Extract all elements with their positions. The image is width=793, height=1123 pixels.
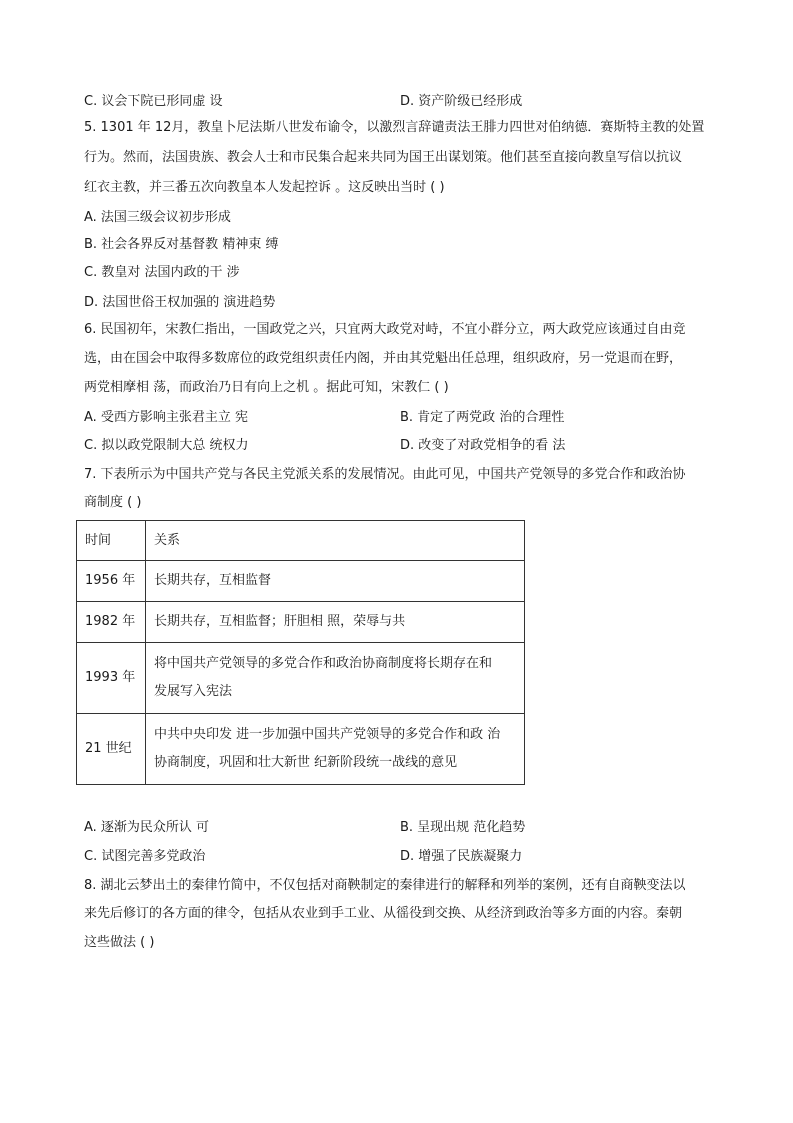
table-cell-relation: [146, 714, 525, 785]
q7-option-c: C. 试图完善多党政治: [84, 849, 206, 864]
q7-option-a: A. 逐渐为民众所认 可: [84, 820, 210, 835]
q7-option-d: D. 增强了民族凝聚力: [400, 849, 523, 864]
q8-stem-line-1: 8. 湖北云梦出土的秦律竹简中，不仅包括对商鞅制定的秦律进行的解释和列举的案例，还有自商鞅变法以: [84, 878, 686, 893]
q6-option-d: D. 改变了对政党相争的看 法: [400, 438, 566, 453]
q6-stem-line-2: 选，由在国会中取得多数席位的政党组织责任内阁，并由其党魁出任总理，组织政府，另一党退而在野，: [84, 351, 683, 366]
q4-option-c: C. 议会下院已形同虚 设: [84, 94, 223, 109]
q5-stem-line-3: 红衣主教，并三番五次向教皇本人发起控诉 。这反映出当时 ( ): [84, 180, 445, 195]
relation-line: 协商制度，巩固和壮大新世 纪新阶段统一战线的意见: [154, 755, 458, 770]
relation-line: 发展写入宪法: [154, 684, 233, 699]
q7-stem-line-2: 商制度 ( ): [84, 495, 142, 510]
table-cell-time: 1993 年: [77, 643, 146, 714]
q5-option-b: B. 社会各界反对基督教 精神束 缚: [84, 237, 279, 252]
q5-option-a: A. 法国三级会议初步形成: [84, 210, 231, 225]
q8-stem-line-2: 来先后修订的各方面的律令，包括从农业到手工业、从徭役到交换、从经济到政治等多方面的内容。秦朝: [84, 906, 683, 921]
relationship-table: [76, 520, 525, 785]
table-row: [77, 643, 525, 714]
table-row: [77, 714, 525, 785]
q6-option-c: C. 拟以政党限制大总 统权力: [84, 438, 249, 453]
relation-line: 将中国共产党领导的多党合作和政治协商制度将长期存在和: [154, 656, 493, 671]
table-cell-relation: 长期共存，互相监督；肝胆相 照，荣辱与共: [146, 602, 525, 643]
table-header-relation: 关系: [146, 521, 525, 561]
relation-line: 中共中央印发 进一步加强中国共产党领导的多党合作和政 治: [154, 727, 501, 742]
q6-option-a: A. 受西方影响主张君主立 宪: [84, 410, 249, 425]
q6-option-b: B. 肯定了两党政 治的合理性: [400, 410, 565, 425]
q6-stem-line-3: 两党相摩相 荡，而政治乃日有向上之机 。据此可知，宋教仁 ( ): [84, 380, 449, 395]
q7-option-b: B. 呈现出规 范化趋势: [400, 820, 526, 835]
table-header-time: 时间: [77, 521, 146, 561]
table-header-row: [77, 521, 525, 561]
q5-stem-line-2: 行为。然而，法国贵族、教会人士和市民集合起来共同为国王出谋划策。他们甚至直接向教皇写信以抗议: [84, 150, 683, 165]
table-row: [77, 602, 525, 643]
table-cell-time: 1982 年: [77, 602, 146, 643]
q5-option-c: C. 教皇对 法国内政的干 涉: [84, 265, 240, 280]
table-cell-time: 1956 年: [77, 561, 146, 602]
q5-stem-line-1: 5. 1301 年 12月，教皇卜尼法斯八世发布谕令，以激烈言辞谴责法王腓力四世对伯纳德．赛斯特主教的处置: [84, 120, 705, 135]
q4-option-d: D. 资产阶级已经形成: [400, 94, 523, 109]
q8-stem-line-3: 这些做法 ( ): [84, 935, 155, 950]
table-row: [77, 561, 525, 602]
table-cell-relation: [146, 643, 525, 714]
q5-option-d: D. 法国世俗王权加强的 演进趋势: [84, 295, 276, 310]
q6-stem-line-1: 6. 民国初年，宋教仁指出，一国政党之兴，只宜两大政党对峙，不宜小群分立，两大政党应该通过自由竞: [84, 322, 686, 337]
q7-stem-line-1: 7. 下表所示为中国共产党与各民主党派关系的发展情况。由此可见，中国共产党领导的多党合作和政治协: [84, 467, 686, 482]
table-cell-time: 21 世纪: [77, 714, 146, 785]
table-cell-relation: 长期共存，互相监督: [146, 561, 525, 602]
